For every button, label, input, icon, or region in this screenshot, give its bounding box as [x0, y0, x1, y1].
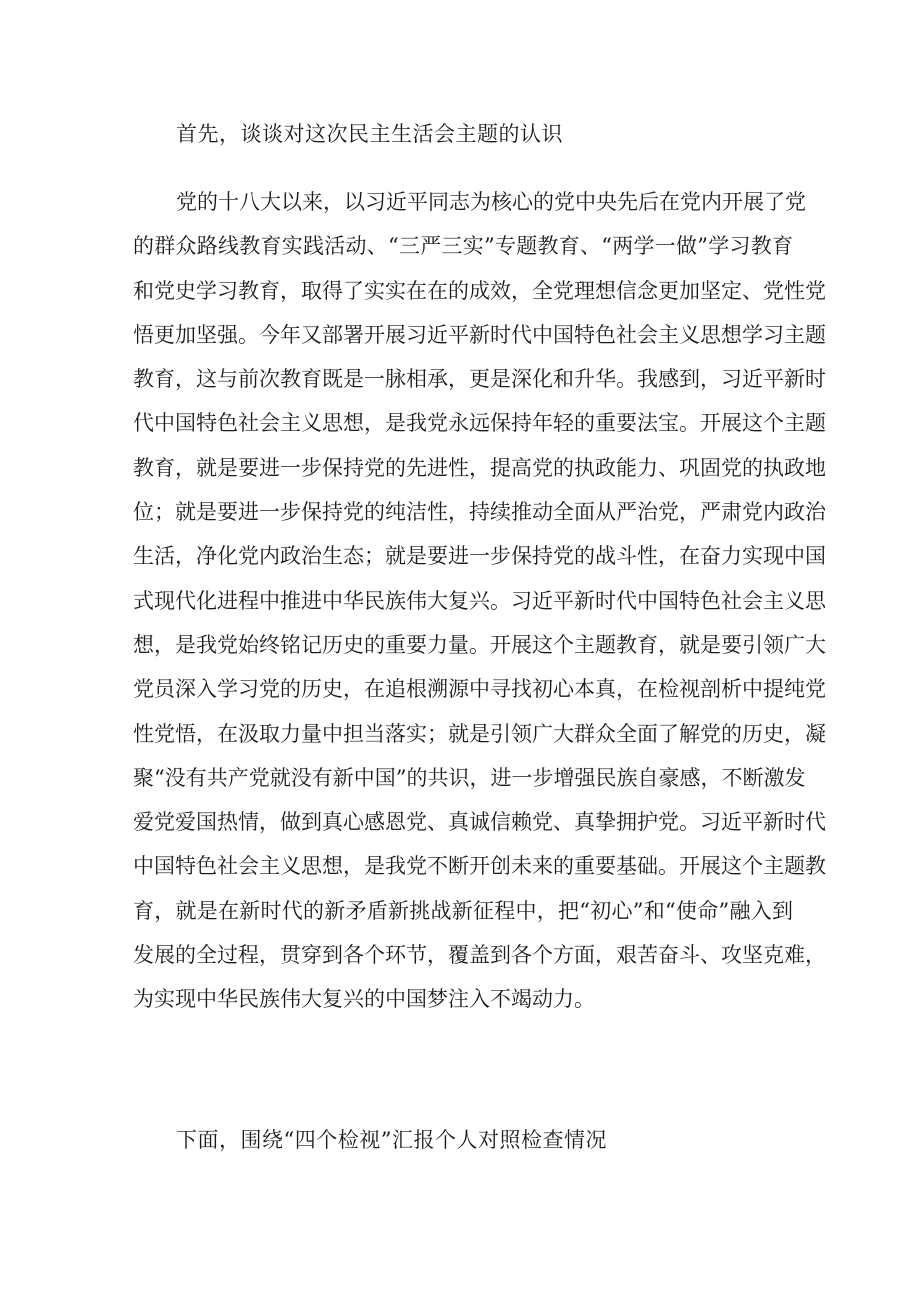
paragraph-line: 聚“没有共产党就没有新中国”的共识，进一步增强民族自豪感，不断激发: [133, 765, 806, 790]
paragraph-line: 党的十八大以来，以习近平同志为核心的党中央先后在党内开展了党: [176, 190, 806, 214]
paragraph-line: 想，是我党始终铭记历史的重要力量。开展这个主题教育，就是要引领广大: [133, 632, 826, 657]
body-paragraph: [133, 180, 826, 1022]
paragraph-line: 教育，就是要进一步保持党的先进性，提高党的执政能力、巩固党的执政地: [133, 455, 826, 480]
paragraph-line: 性党悟，在汲取力量中担当落实；就是引领广大群众全面了解党的历史，凝: [133, 721, 826, 746]
paragraph-line: 生活，净化党内政治生态；就是要进一步保持党的战斗性，在奋力实现中国: [133, 544, 826, 569]
section-heading-understanding: 首先，谈谈对这次民主生活会主题的认识: [176, 122, 563, 146]
section-heading-inspection: 下面，围绕“四个检视”汇报个人对照检查情况: [176, 1128, 607, 1152]
paragraph-line: 悟更加坚强。今年又部署开展习近平新时代中国特色社会主义思想学习主题: [133, 322, 826, 347]
paragraph-line: 爱党爱国热情，做到真心感恩党、真诚信赖党、真挚拥护党。习近平新时代: [133, 810, 826, 835]
paragraph-line: 为实现中华民族伟大复兴的中国梦注入不竭动力。: [133, 987, 595, 1012]
paragraph-line: 中国特色社会主义思想，是我党不断开创未来的重要基础。开展这个主题教: [133, 854, 826, 879]
paragraph-line: 发展的全过程，贯穿到各个环节，覆盖到各个方面，艰苦奋斗、攻坚克难，: [133, 943, 826, 968]
paragraph-line: 育，就是在新时代的新矛盾新挑战新征程中，把“初心”和“使命”融入到: [133, 898, 793, 923]
paragraph-line: 代中国特色社会主义思想，是我党永远保持年轻的重要法宝。开展这个主题: [133, 411, 826, 436]
paragraph-line: 教育，这与前次教育既是一脉相承，更是深化和升华。我感到，习近平新时: [133, 367, 826, 392]
paragraph-line: 党员深入学习党的历史，在追根溯源中寻找初心本真，在检视剖析中提纯党: [133, 677, 826, 702]
paragraph-line: 和党史学习教育，取得了实实在在的成效，全党理想信念更加坚定、党性党: [133, 278, 826, 303]
paragraph-line: 式现代化进程中推进中华民族伟大复兴。习近平新时代中国特色社会主义思: [133, 588, 826, 613]
paragraph-line: 位；就是要进一步保持党的纯洁性，持续推动全面从严治党，严肃党内政治: [133, 500, 826, 525]
paragraph-line: 的群众路线教育实践活动、“三严三实”专题教育、“两学一做”学习教育: [133, 234, 793, 259]
